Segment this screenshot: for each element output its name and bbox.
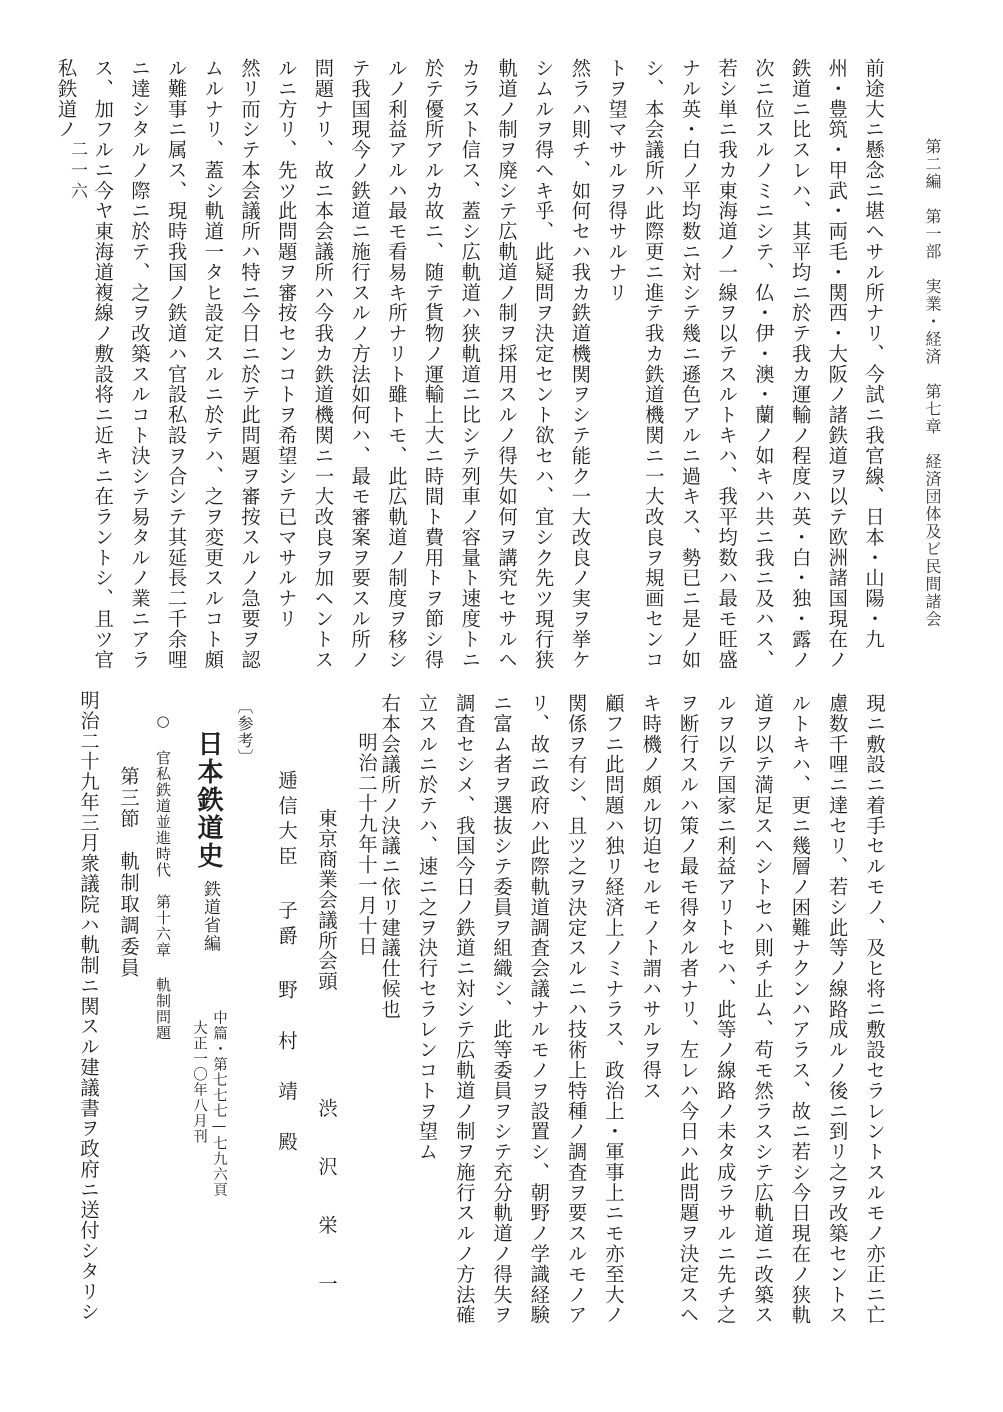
memorial-paragraph: 前途大ニ懸念ニ堪ヘサル所ナリ、今試ニ我官線、日本・山陽・九州・豊筑・甲武・両毛・関西・大阪ノ諸鉄道ヲ以テ欧洲諸国現在ノ鉄道ニ比スレハ、其平均ニ於テ我カ運輸ノ程度ハ英・白・独・露ノ次ニ位スルノミニシテ、仏・伊・澳・蘭ノ如キハ共ニ我ニ及ハス、若シ単ニ我カ東海道ノ一線ヲ以テスルトキハ、我平均数ハ最モ旺盛ナル英・白ノ平均数ニ対シテ幾ニ遜色アルニ過キス、勢已ニ是ノ如シ、本会議所ハ此際更ニ進テ我カ鉄道機関ニ一大改良ヲ規画センコトヲ望マサルヲ得サルナリ — [605, 58, 885, 670]
running-head: 第二編 第一部 実業・経済 第七章 経済団体及ビ民間諸会 — [923, 138, 942, 628]
memorial-paragraph: 然リ而シテ本会議所ハ特ニ今日ニ於テ此問題ヲ審按スルノ急要ヲ認ムルナリ、蓋シ軌道一タヒ設定スルニ於テハ、之ヲ変更スルコト頗ル難事ニ属ス、現時我国ノ鉄道ハ官設私設ヲ合シテ其延長二千余哩ニ達シタルノ際ニ於テ、之ヲ改築スルコト決シテ易タルノ業ニアラス、加フルニ今ヤ東海道複線ノ敷設将ニ近キニ在ラントシ、且ツ官私鉄道ノ — [54, 58, 262, 670]
memorial-closing-formula: 右本会議所ノ決議ニ依リ建議仕候也 — [378, 693, 402, 1020]
addressee: 逓信大臣 子爵 野 村 靖 殿 — [275, 770, 298, 1157]
sender-title: 東京商業会議所会頭 — [315, 808, 338, 992]
memorial-paragraph: 顧フニ此問題ハ独リ経済上ノミナラス、政治上・軍事上ニモ亦至大ノ関係ヲ有シ、且ツ之ヲ決定スルニハ技術上特種ノ調査ヲ要スルモノアリ、故ニ政府ハ此際軌道調査会議ナルモノヲ設置シ、朝野ノ学識経験ニ富ム者ヲ選抜シテ委員ヲ組織シ、此等委員ヲシテ充分軌道ノ得失ヲ調査セシメ、我国今日ノ鉄道ニ対シテ広軌道ノ制ヲ施行スルノ方法確立スルニ於テハ、速ニ之ヲ決行セラレンコトヲ望ム — [415, 693, 625, 1326]
reference-tag: 〔参考〕 — [235, 698, 254, 766]
reference-pages: 中篇・第七七七—七九六頁 — [211, 1010, 227, 1198]
memorial-paragraph: 然ラハ則チ、如何セハ我カ鉄道機関ヲシテ能ク一大改良ノ実ヲ挙ケシムルヲ得ヘキ乎、此疑問ヲ決定セント欲セハ、宜シク先ツ現行狭軌道ノ制ヲ廃シテ広軌道ノ制ヲ採用スルノ得失如何ヲ講究セサルヘカラスト信ス、蓋シ広軌道ハ狭軌道ニ比シテ列車ノ容量ト速度トニ於テ優所アルカ故ニ、随テ貨物ノ運輸上大ニ時間ト費用トヲ節シ得ルノ利益アルハ最モ看易キ所ナリト雖トモ、此広軌道ノ制度ヲ移シテ我国現今ノ鉄道ニ施行スルノ方法如何ハ、最モ審案ヲ要スル所ノ問題ナリ、故ニ本会議所ハ今我カ鉄道機関ニ一大改良ヲ加ヘントスルニ方リ、先ツ此問題ヲ審按センコトヲ希望シテ已マサルナリ — [274, 58, 592, 670]
reference-date: 大正一〇年八月刊 — [191, 1020, 207, 1144]
memorial-paragraph-continued: 現ニ敷設ニ着手セルモノ、及ヒ将ニ敷設セラレントスルモノ亦正ニ亡慮数千哩ニ達セリ、若シ此等ノ線路成ルノ後ニ到リ之ヲ改築セントスルトキハ、更ニ幾層ノ困難ナクンハアラス、故ニ若シ今日現在ノ狭軌道ヲ以テ満足スヘシトセハ則チ止ム、苟モ然ラスシテ広軌道ニ改築スルヲ以テ国家ニ利益アリトセハ、此等ノ線路ノ未タ成ラサルニ先チ之ヲ断行スルハ策ノ最モ得タル者ナリ、左レハ今日ハ此問題ヲ決定スヘキ時機ノ頗ル切迫セルモノト謂ハサルヲ得ス — [639, 693, 886, 1326]
page-number: 二一六 — [67, 140, 87, 203]
sender-name: 渋 沢 栄 一 — [315, 1098, 338, 1304]
closing-paragraph: 明治二十九年三月衆議院ハ軌制ニ関スル建議書ヲ政府ニ送付シタリシ — [77, 690, 100, 1323]
memorial-date: 明治二十九年十一月十日 — [355, 732, 378, 957]
reference-section-line: ○ 官私鉄道並進時代 第十六章 軌制問題 — [154, 712, 172, 1041]
reference-book-title: 日本鉄道史 — [193, 730, 223, 870]
reference-publisher: 鉄道省編 — [200, 880, 220, 953]
section-heading: 第三節 軌制取調委員 — [117, 766, 140, 979]
memorial-body-lower — [378, 693, 893, 1333]
